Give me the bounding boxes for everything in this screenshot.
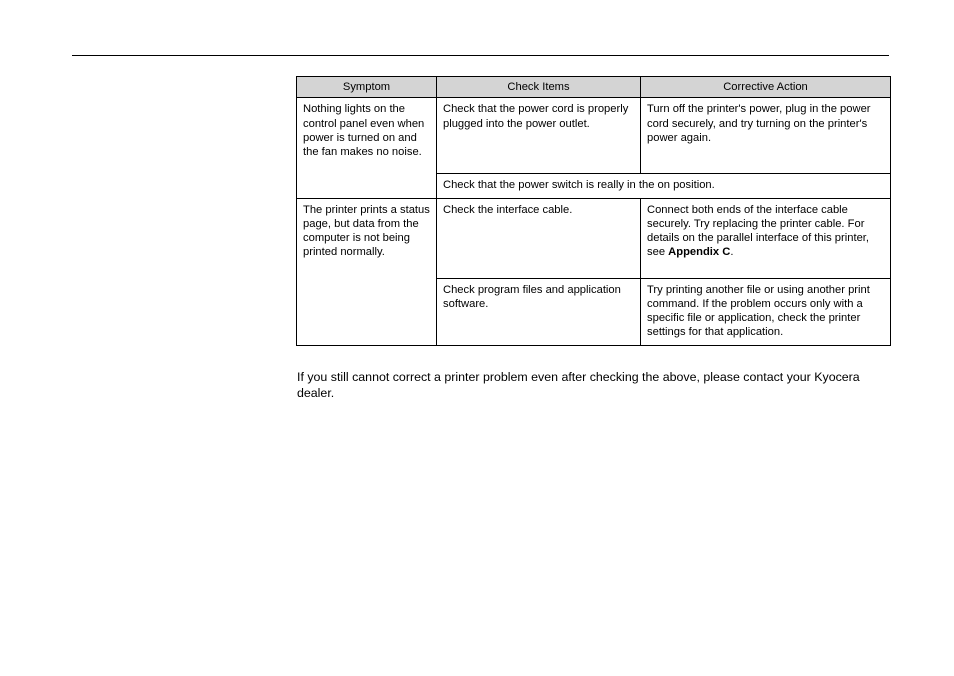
header-rule (72, 55, 889, 56)
action-text: Connect both ends of the interface cable securely. Try replacing the printer cable. For details on the parallel interface of this printer, see (647, 203, 870, 259)
header-symptom: Symptom (297, 77, 437, 98)
appendix-reference: Appendix C (668, 246, 731, 259)
header-corrective-action: Corrective Action (641, 77, 891, 98)
check-item-cell: Check program files and application software. (437, 278, 641, 345)
troubleshooting-table (296, 76, 891, 346)
check-item-cell: Check that the power cord is properly plugged into the power outlet. (437, 98, 641, 174)
header-check-items: Check Items (437, 77, 641, 98)
corrective-action-cell: Try printing another file or using another print command. If the problem occurs only with a specific file or application, check the printer settings for that application. (641, 278, 891, 345)
corrective-action-cell: Turn off the printer's power, plug in the power cord securely, and try turning on the printer's power again. (641, 98, 891, 174)
table-header-row (297, 77, 891, 98)
action-text-end: . (730, 246, 734, 259)
check-item-cell: Check the interface cable. (437, 198, 641, 278)
symptom-cell: Nothing lights on the control panel even when power is turned on and the fan makes no noise. (297, 98, 437, 198)
check-item-cell: Check that the power switch is really in the on position. (437, 174, 891, 198)
table-row (297, 98, 891, 174)
corrective-action-cell (641, 198, 891, 278)
table-row (297, 198, 891, 278)
contact-dealer-note: If you still cannot correct a printer problem even after checking the above, please contact your Kyocera dealer. (297, 370, 860, 400)
symptom-cell: The printer prints a status page, but data from the computer is not being printed normally. (297, 198, 437, 345)
